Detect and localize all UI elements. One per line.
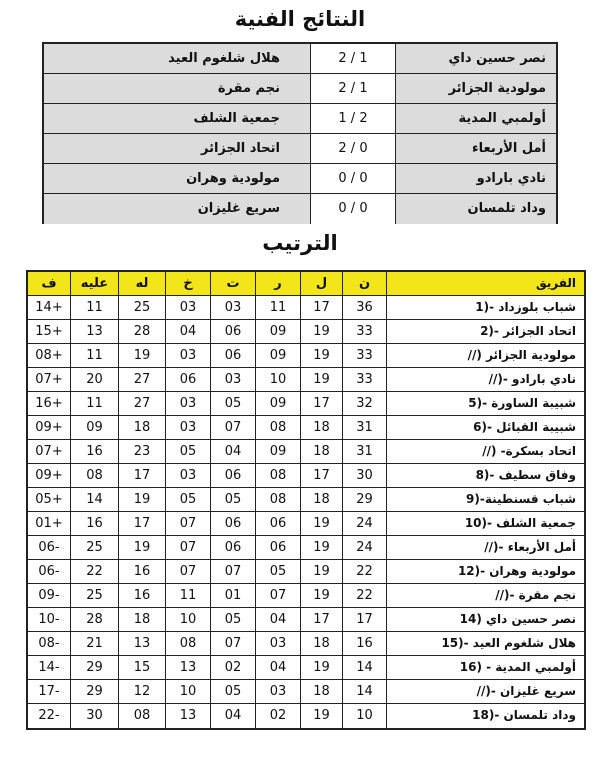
cell-for: 19 [118,488,165,511]
result-score: 2 / 0 [310,134,396,163]
standings-row [28,608,584,632]
cell-drawn: 06 [210,320,255,343]
cell-for: 13 [118,632,165,655]
result-home-team: وداد تلمسان [396,194,556,224]
cell-against: 08 [70,464,118,487]
result-home-team: نادي بارادو [396,164,556,193]
cell-played: 19 [300,656,342,679]
result-row [44,134,556,164]
header-diff: ف [28,272,70,295]
result-row [44,74,556,104]
cell-lost: 03 [165,344,210,367]
cell-won: 11 [255,296,300,319]
cell-drawn: 06 [210,536,255,559]
standings-row [28,392,584,416]
cell-points: 14 [342,656,386,679]
cell-points: 30 [342,464,386,487]
result-row [44,194,556,224]
cell-against: 22 [70,560,118,583]
cell-drawn: 02 [210,656,255,679]
cell-drawn: 06 [210,344,255,367]
cell-drawn: 07 [210,632,255,655]
cell-lost: 10 [165,608,210,631]
standings-row [28,320,584,344]
cell-points: 10 [342,704,386,728]
cell-against: 11 [70,344,118,367]
cell-won: 09 [255,440,300,463]
cell-won: 08 [255,416,300,439]
cell-drawn: 04 [210,704,255,728]
cell-played: 19 [300,512,342,535]
cell-for: 18 [118,608,165,631]
cell-lost: 13 [165,704,210,728]
cell-team: 14) نصر حسين داي [386,608,584,631]
cell-played: 19 [300,368,342,391]
cell-lost: 04 [165,320,210,343]
cell-diff: 08- [38,636,60,651]
cell-for: 23 [118,440,165,463]
result-away-team: سريع غليزان [44,194,310,224]
cell-played: 19 [300,560,342,583]
cell-played: 19 [300,704,342,728]
standings-row [28,488,584,512]
cell-diff: 14+ [35,300,63,315]
result-score: 0 / 0 [310,164,396,193]
cell-for: 16 [118,584,165,607]
cell-diff: 09+ [35,468,63,483]
cell-points: 31 [342,440,386,463]
result-row [44,104,556,134]
cell-for: 27 [118,368,165,391]
standings-table [26,270,586,730]
standings-row [28,440,584,464]
standings-row [28,416,584,440]
standings-row [28,344,584,368]
cell-diff: 15+ [35,324,63,339]
cell-diff: 17- [38,684,60,699]
cell-drawn: 03 [210,368,255,391]
result-away-team: مولودية وهران [44,164,310,193]
cell-lost: 10 [165,680,210,703]
result-score: 1 / 2 [310,104,396,133]
cell-drawn: 01 [210,584,255,607]
standings-row [28,560,584,584]
cell-points: 22 [342,560,386,583]
cell-for: 15 [118,656,165,679]
cell-played: 17 [300,296,342,319]
result-score: 0 / 0 [310,194,396,224]
header-won: ر [255,272,300,295]
cell-diff: 22- [38,708,60,723]
cell-lost: 13 [165,656,210,679]
cell-team: //)- سريع غليزان [386,680,584,703]
cell-team: //) مولودية الجزائر [386,344,584,367]
standings-row [28,584,584,608]
cell-played: 17 [300,464,342,487]
cell-played: 17 [300,392,342,415]
cell-drawn: 03 [210,296,255,319]
cell-won: 06 [255,512,300,535]
cell-drawn: 06 [210,512,255,535]
cell-diff: 16+ [35,396,63,411]
cell-diff: 09+ [35,420,63,435]
cell-team: //)- نادي بارادو [386,368,584,391]
cell-played: 19 [300,320,342,343]
cell-won: 05 [255,560,300,583]
cell-team: 1)- شباب بلوزداد [386,296,584,319]
result-row [44,44,556,74]
cell-won: 02 [255,704,300,728]
cell-won: 04 [255,608,300,631]
result-row [44,164,556,194]
cell-drawn: 07 [210,416,255,439]
cell-team: //)- نجم مقرة [386,584,584,607]
cell-won: 06 [255,536,300,559]
cell-against: 29 [70,680,118,703]
cell-points: 16 [342,632,386,655]
result-away-team: اتحاد الجزائر [44,134,310,163]
result-home-team: نصر حسين داي [396,44,556,73]
cell-against: 11 [70,392,118,415]
result-home-team: أولمبي المدية [396,104,556,133]
cell-lost: 07 [165,560,210,583]
cell-team: 6)- شبيبة القبائل [386,416,584,439]
cell-lost: 06 [165,368,210,391]
header-drawn: ت [210,272,255,295]
cell-lost: 05 [165,440,210,463]
cell-won: 07 [255,584,300,607]
cell-lost: 03 [165,464,210,487]
results-table [42,42,558,224]
cell-lost: 11 [165,584,210,607]
cell-diff: 09- [38,588,60,603]
cell-diff: 05+ [35,492,63,507]
cell-played: 18 [300,488,342,511]
cell-against: 14 [70,488,118,511]
header-played: ل [300,272,342,295]
cell-drawn: 05 [210,488,255,511]
cell-team: 8)- وفاق سطيف [386,464,584,487]
result-score: 2 / 1 [310,74,396,103]
standings-row [28,464,584,488]
standings-row [28,704,584,728]
cell-for: 19 [118,536,165,559]
cell-diff: 07+ [35,372,63,387]
standings-row [28,296,584,320]
cell-team: //) -اتحاد بسكرة [386,440,584,463]
standings-title: الترتيب [262,231,338,255]
cell-points: 32 [342,392,386,415]
cell-team: 5)- شبيبة الساورة [386,392,584,415]
cell-for: 27 [118,392,165,415]
cell-lost: 07 [165,536,210,559]
header-lost: خ [165,272,210,295]
cell-diff: 08+ [35,348,63,363]
cell-for: 25 [118,296,165,319]
cell-against: 16 [70,440,118,463]
results-title: النتائج الفنية [234,7,366,31]
cell-diff: 06- [38,564,60,579]
cell-points: 24 [342,536,386,559]
cell-drawn: 05 [210,608,255,631]
standings-row [28,536,584,560]
cell-lost: 07 [165,512,210,535]
cell-points: 36 [342,296,386,319]
cell-against: 11 [70,296,118,319]
cell-team: 18)- وداد تلمسان [386,704,584,728]
cell-points: 33 [342,344,386,367]
cell-points: 17 [342,608,386,631]
cell-for: 17 [118,464,165,487]
cell-against: 29 [70,656,118,679]
cell-points: 33 [342,320,386,343]
cell-against: 09 [70,416,118,439]
cell-drawn: 05 [210,392,255,415]
cell-against: 25 [70,536,118,559]
cell-against: 30 [70,704,118,728]
cell-won: 08 [255,464,300,487]
cell-drawn: 05 [210,680,255,703]
cell-diff: 01+ [35,516,63,531]
cell-against: 28 [70,608,118,631]
standings-header-row [28,272,584,296]
standings-row [28,368,584,392]
standings-row [28,632,584,656]
cell-for: 16 [118,560,165,583]
cell-drawn: 04 [210,440,255,463]
cell-team: 15)- هلال شلغوم العيد [386,632,584,655]
standings-row [28,680,584,704]
cell-played: 18 [300,632,342,655]
result-score: 2 / 1 [310,44,396,73]
cell-points: 33 [342,368,386,391]
cell-won: 08 [255,488,300,511]
cell-for: 19 [118,344,165,367]
header-team: الفريق [386,272,584,295]
cell-team: 16) - أولمبي المدية [386,656,584,679]
cell-points: 31 [342,416,386,439]
result-away-team: هلال شلغوم العيد [44,44,310,73]
cell-won: 03 [255,632,300,655]
cell-against: 13 [70,320,118,343]
cell-lost: 03 [165,416,210,439]
cell-against: 21 [70,632,118,655]
cell-lost: 03 [165,296,210,319]
cell-lost: 08 [165,632,210,655]
header-for: له [118,272,165,295]
cell-won: 10 [255,368,300,391]
cell-played: 18 [300,416,342,439]
result-away-team: جمعية الشلف [44,104,310,133]
cell-diff: 14- [38,660,60,675]
result-home-team: مولودية الجزائر [396,74,556,103]
cell-won: 03 [255,680,300,703]
cell-won: 09 [255,392,300,415]
cell-against: 16 [70,512,118,535]
cell-lost: 03 [165,392,210,415]
cell-points: 29 [342,488,386,511]
header-points: ن [342,272,386,295]
cell-played: 19 [300,584,342,607]
cell-diff: 06- [38,540,60,555]
cell-for: 18 [118,416,165,439]
result-home-team: أمل الأربعاء [396,134,556,163]
cell-drawn: 06 [210,464,255,487]
cell-drawn: 07 [210,560,255,583]
standings-row [28,512,584,536]
cell-played: 18 [300,440,342,463]
result-away-team: نجم مقرة [44,74,310,103]
cell-for: 12 [118,680,165,703]
cell-points: 24 [342,512,386,535]
cell-team: 12)- مولودية وهران [386,560,584,583]
cell-played: 17 [300,608,342,631]
cell-diff: 10- [38,612,60,627]
cell-for: 08 [118,704,165,728]
cell-team: 10)- جمعية الشلف [386,512,584,535]
cell-diff: 07+ [35,444,63,459]
cell-won: 09 [255,344,300,367]
cell-team: 2)- اتحاد الجزائر [386,320,584,343]
cell-points: 22 [342,584,386,607]
cell-team: 9)-شباب قسنطينة [386,488,584,511]
cell-for: 17 [118,512,165,535]
cell-team: //)- أمل الأربعاء [386,536,584,559]
cell-won: 09 [255,320,300,343]
cell-against: 20 [70,368,118,391]
cell-won: 04 [255,656,300,679]
cell-played: 19 [300,536,342,559]
cell-for: 28 [118,320,165,343]
standings-row [28,656,584,680]
cell-played: 19 [300,344,342,367]
cell-against: 25 [70,584,118,607]
cell-points: 14 [342,680,386,703]
header-against: عليه [70,272,118,295]
cell-lost: 05 [165,488,210,511]
cell-played: 18 [300,680,342,703]
